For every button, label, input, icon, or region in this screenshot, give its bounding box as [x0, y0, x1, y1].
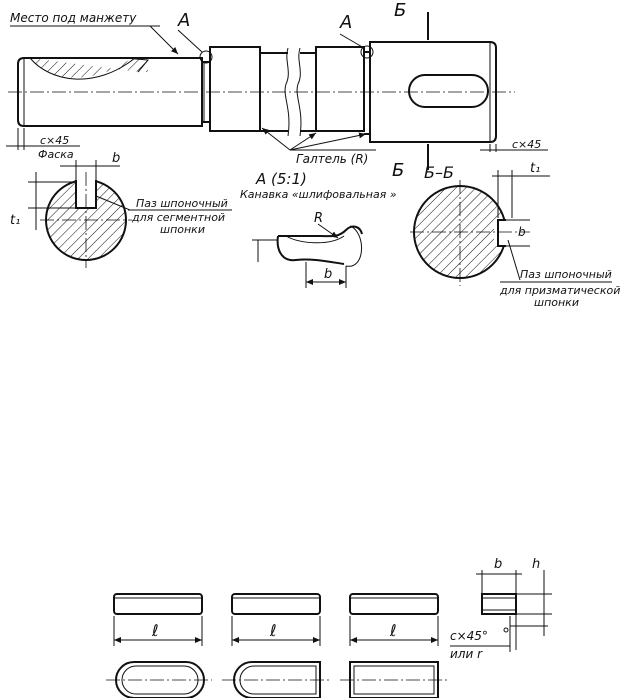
shaft-main-view: [8, 12, 515, 170]
label-chamfer-c-right: с×45: [512, 138, 542, 151]
label-prism-slot-2: для призматической: [500, 284, 621, 297]
label-prism-slot-1: Паз шпоночный: [520, 268, 612, 281]
label-chamfer-c: с×45: [40, 134, 70, 147]
label-key-b: b: [494, 557, 503, 572]
label-sec-t1: t₁: [530, 161, 541, 176]
label-seg-t1: t₁: [10, 213, 21, 228]
label-seg-slot-2: для сегментной: [132, 211, 226, 224]
label-section-mark-bottom: Б: [392, 160, 405, 181]
label-view-a-right: А: [340, 12, 353, 33]
label-section-mark-top: Б: [394, 0, 407, 21]
label-detail-b: b: [324, 267, 333, 282]
label-key-c: с×45°: [450, 629, 488, 643]
main-view-leaders: [6, 26, 548, 152]
label-key-h: h: [532, 557, 541, 572]
label-seg-slot-3: шпонки: [160, 223, 205, 236]
label-section-title: Б–Б: [424, 163, 454, 182]
label-prism-slot-3: шпонки: [534, 296, 579, 309]
label-cuff-place: Место под манжету: [10, 11, 137, 25]
label-sec-b: b: [518, 225, 526, 239]
label-key-l2: ℓ: [270, 621, 277, 640]
label-seg-slot-1: Паз шпоночный: [136, 197, 228, 210]
label-chamfer-word: Фаска: [38, 148, 74, 161]
label-detail-subtitle: Канавка «шлифовальная »: [240, 188, 397, 201]
label-key-l3: ℓ: [390, 621, 397, 640]
label-fillet: Галтель (R): [296, 152, 369, 166]
label-detail-r: R: [314, 211, 324, 226]
detail-a-groove: [252, 224, 362, 288]
label-key-l1: ℓ: [152, 621, 159, 640]
label-key-or: или r: [450, 647, 483, 661]
label-view-a-left: А: [178, 10, 191, 31]
label-seg-b: b: [112, 151, 121, 166]
label-detail-title: А (5:1): [256, 170, 307, 188]
